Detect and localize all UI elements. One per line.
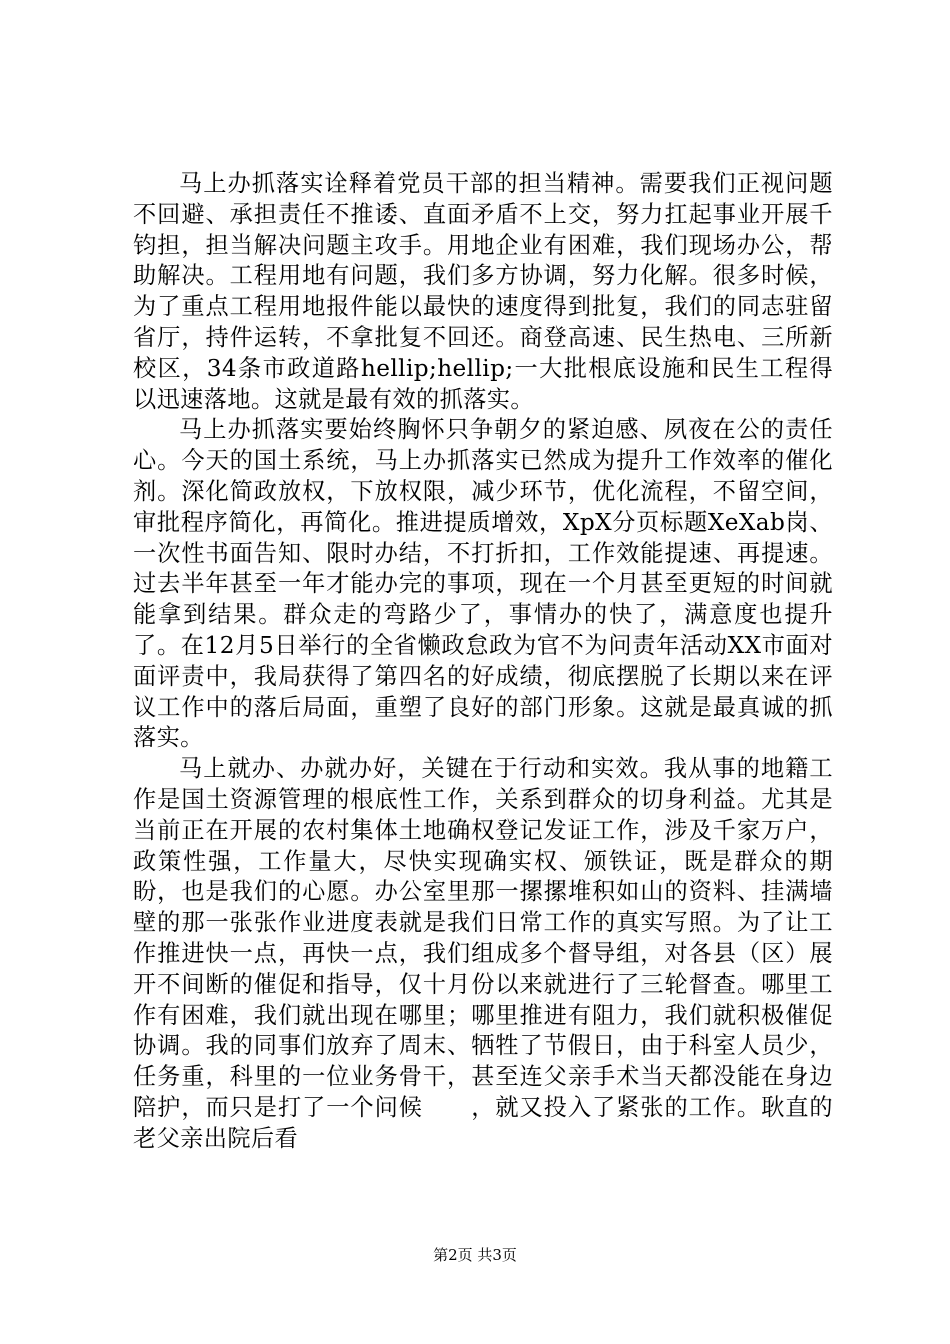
paragraph-3: 马上就办、办就办好，关键在于行动和实效。我从事的地籍工作是国土资源管理的根底性工作，关系到群众的切身利益。尤其是当前正在开展的农村集体土地确权登记发证工作，涉及千家万户，政策性强，工作量大，尽快实现确实权、颁铁证，既是群众的期盼，也是我们的心愿。办公室里那一摞摞堆积如山的资料、挂满墙壁的那一张张作业进度表就是我们日常工作的真实写照。为了让工作推进快一点，再快一点，我们组成多个督导组，对各县（区）展开不间断的催促和指导，仅十月份以来就进行了三轮督查。哪里工作有困难，我们就出现在哪里；哪里推进有阻力，我们就积极催促协调。我的同事们放弃了周末、牺牲了节假日，由于科室人员少，任务重，科里的一位业务骨干，甚至连父亲手术当天都没能在身边陪护，而只是打了一个问候 ，就又投入了紧张的工作。耿直的老父亲出院后看 xyxy=(133,755,833,1152)
document-body xyxy=(133,169,833,1155)
paragraph-2: 马上办抓落实要始终胸怀只争朝夕的紧迫感、夙夜在公的责任心。今天的国土系统，马上办抓落实已然成为提升工作效率的催化剂。深化简政放权，下放权限，减少环节，优化流程，不留空间，审批程序简化，再简化。推进提质增效，XpX分页标题XeXab岗、一次性书面告知、限时办结，不打折扣，工作效能提速、再提速。过去半年甚至一年才能办完的事项，现在一个月甚至更短的时间就能拿到结果。群众走的弯路少了，事情办的快了，满意度也提升了。在12月5日举行的全省懒政怠政为官不为问责年活动XX市面对面评责中，我局获得了第四名的好成绩，彻底摆脱了长期以来在评议工作中的落后局面，重塑了良好的部门形象。这就是最真诚的抓落实。 xyxy=(133,416,833,752)
paragraph-1: 马上办抓落实诠释着党员干部的担当精神。需要我们正视问题不回避、承担责任不推诿、直面矛盾不上交，努力扛起事业开展千钧担，担当解决问题主攻手。用地企业有困难，我们现场办公，帮助解决。工程用地有问题，我们多方协调，努力化解。很多时候，为了重点工程用地报件能以最快的速度得到批复，我们的同志驻留省厅，持件运转，不拿批复不回还。商登高速、民生热电、三所新校区，34条市政道路hellip;hellip;一大批根底设施和民生工程得以迅速落地。这就是最有效的抓落实。 xyxy=(133,170,833,413)
page-number-footer: 第2页 共3页 xyxy=(433,1246,517,1264)
